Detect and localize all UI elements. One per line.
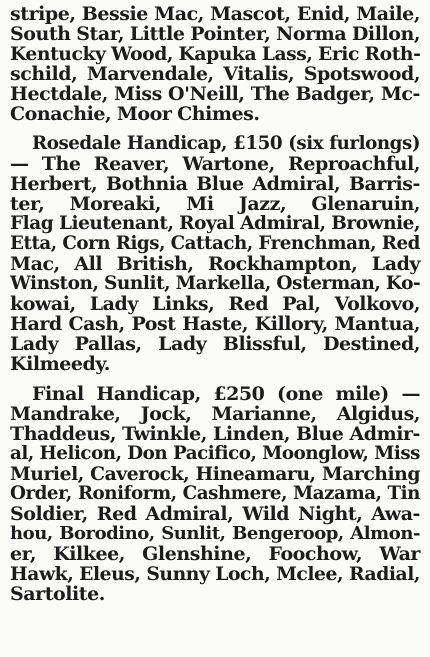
text-line: Hawk, Eleus, Sunny Loch, Mclee, Radial,	[10, 563, 420, 585]
text-line: stripe, Bessie Mac, Mascot, Enid, Maile,	[10, 3, 420, 25]
text-line: Order, Roniform, Cashmere, Mazama, Tin	[10, 483, 420, 504]
text-line: Hectdale, Miss O'Neill, The Badger, Mc-	[10, 83, 420, 105]
text-line: Mac, All British, Rockhampton, Lady	[10, 253, 420, 275]
text-line: er, Kilkee, Glenshine, Foochow, War	[10, 543, 420, 565]
text-line: Kilmeedy.	[10, 353, 110, 375]
text-line: kowai, Lady Links, Red Pal, Volkovo,	[10, 293, 420, 315]
text-line: Winston, Sunlit, Markella, Osterman, Ko-	[10, 273, 421, 294]
text-line: South Star, Little Pointer, Norma Dillon,	[10, 23, 420, 45]
text-line: Kentucky Wood, Kapuka Lass, Eric Roth-	[10, 43, 421, 65]
text-line: Flag Lieutenant, Royal Admiral, Brownie,	[10, 213, 420, 234]
text-line: Lady Pallas, Lady Blissful, Destined,	[10, 333, 420, 355]
text-line: Herbert, Bothnia Blue Admiral, Barris-	[10, 173, 420, 195]
text-line: Thaddeus, Twinkle, Linden, Blue Admir-	[10, 423, 420, 445]
text-line: Etta, Corn Rigs, Cattach, Frenchman, Red	[10, 233, 420, 254]
text-line: ter, Moreaki, Mi Jazz, Glenaruin,	[10, 193, 420, 215]
text-line: Soldier, Red Admiral, Wild Night, Awa-	[10, 503, 420, 525]
text-line: al, Helicon, Don Pacifico, Moonglow, Miss	[10, 443, 420, 464]
text-line: Hard Cash, Post Haste, Killory, Mantua,	[10, 313, 420, 335]
text-line: Conachie, Moor Chimes.	[10, 103, 260, 125]
text-line: schild, Marvendale, Vitalis, Spotswood,	[10, 63, 420, 85]
text-line: — The Reaver, Wartone, Reproachful,	[10, 153, 420, 175]
text-line: Muriel, Caverock, Hineamaru, Marching	[10, 463, 420, 485]
text-line: hou, Borodino, Sunlit, Bengeroop, Almon-	[10, 523, 420, 544]
text-line: Sartolite.	[10, 583, 105, 605]
race-heading-line: Final Handicap, £250 (one mile) —	[32, 383, 420, 405]
race-heading-line: Rosedale Handicap, £150 (six furlongs)	[32, 133, 420, 154]
text-line: Mandrake, Jock, Marianne, Algidus,	[10, 403, 420, 425]
